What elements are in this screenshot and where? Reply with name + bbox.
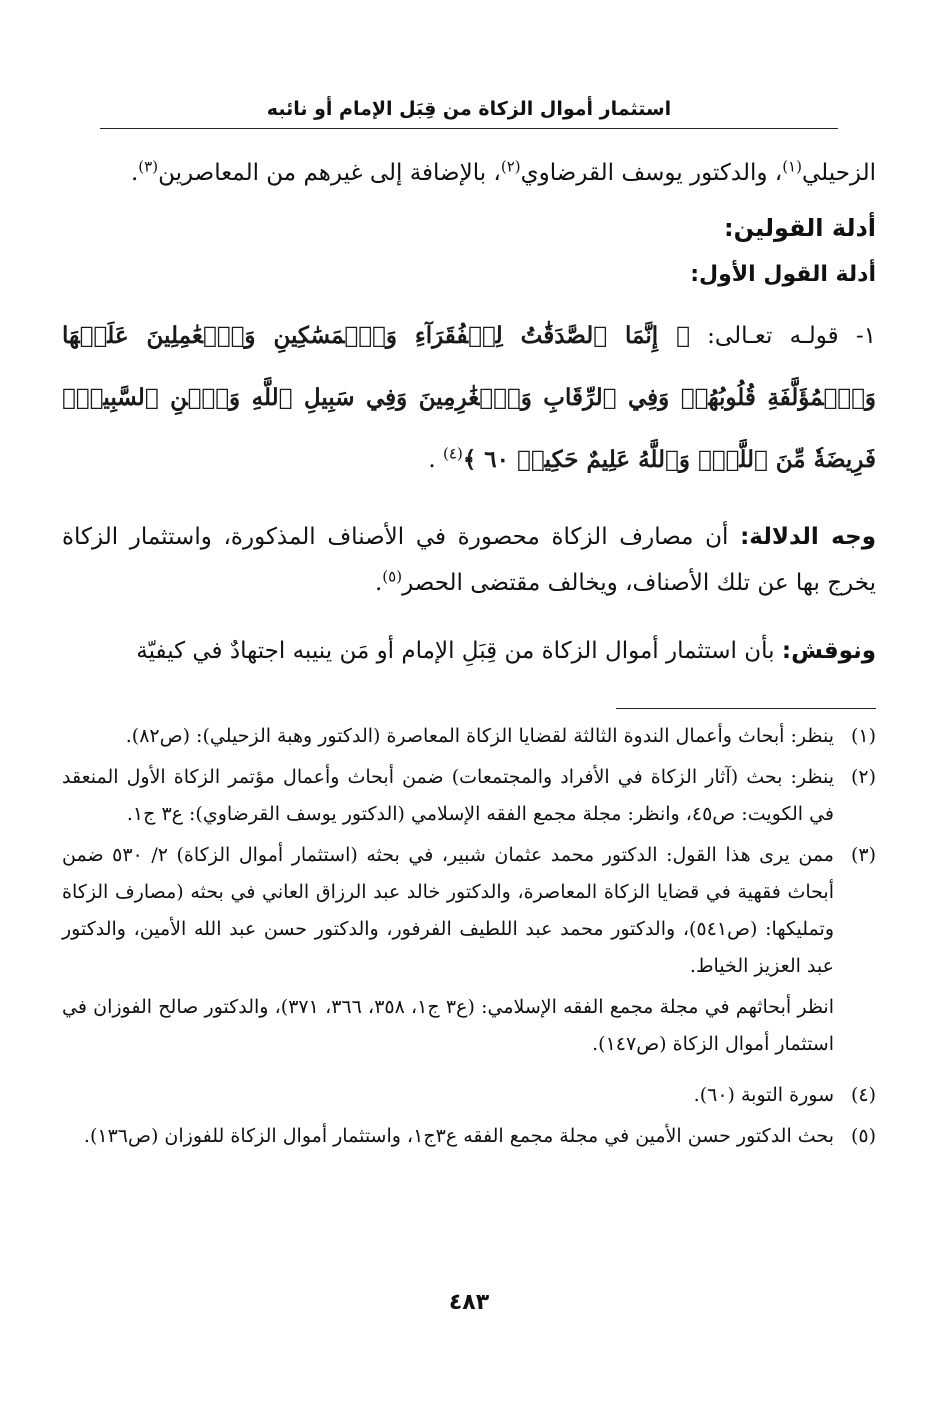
footnote-4 xyxy=(62,1077,876,1114)
footnote-ref-2[interactable]: (٢) xyxy=(500,157,521,176)
discussion-label: ونوقش: xyxy=(781,638,876,664)
intro-paragraph: الزحيلي$^{(١)}$، والدكتور يوسف القرضاوي$^{(٢)}$، بالإضافة إلى غيرهم من المعاصرين$^{(٣)}$. xyxy=(130,157,876,186)
footnote-number: (١) xyxy=(850,725,876,747)
footnote-text: سورة التوبة (٦٠). xyxy=(693,1084,834,1106)
footnote-3-continuation: انظر أبحاثهم في مجلة مجمع الفقه الإسلامي: (ع٣ ج١، ٣٥٨، ٣٦٦، ٣٧١)، والدكتور صالح الفوزان في استثمار أموال الزكاة (ص١٤٧). xyxy=(62,996,834,1055)
footnote-1 xyxy=(62,718,876,755)
footnote-text: ممن يرى هذا القول: الدكتور محمد عثمان شبير، في بحثه (استثمار أموال الزكاة) ٢/ ٥٣٠ ضمن أبحاث فقهية في قضايا الزكاة المعاصرة، والدكتور خالد عبد الرزاق العاني في بحثه (مصارف الزكاة وتمليكها: (ص٥٤١)، والدكتور محمد عبد اللطيف الفرفور، والدكتور حسن عبد الله الأمين، والدكتور عبد العزيز الخياط. xyxy=(62,844,834,977)
quran-verse-paragraph: ١- قولـه تعـالى: ﴿ إِنَّمَا ٱلصَّدَقَٰتُ لِلۡفُقَرَآءِ وَٱلۡمَسَٰكِينِ وَٱلۡعَٰمِلِينَ عَلَيۡهَا وَٱلۡمُؤَلَّفَةِ قُلُوبُهُمۡ وَفِي ٱلرِّقَابِ وَٱلۡغَٰرِمِينَ وَفِي سَبِيلِ ٱللَّهِ وَٱبۡنِ ٱلسَّبِيلِۖ فَرِيضَةٗ مِّنَ ٱللَّهِۗ وَٱللَّهُ عَلِيمٌ حَكِيمٞ ٦٠ ﴾$^{(٤)}$ . xyxy=(62,322,876,473)
footnote-divider xyxy=(616,708,876,709)
footnote-5 xyxy=(62,1118,876,1155)
section-heading: أدلة القولين: xyxy=(723,214,876,242)
footnote-text: ينظر: أبحاث وأعمال الندوة الثالثة لقضايا الزكاة المعاصرة (الدكتور وهبة الزحيلي): (ص٨٢). xyxy=(125,725,834,747)
footnote-ref-4[interactable]: (٤) xyxy=(443,444,463,463)
evidence-label: وجه الدلالة: xyxy=(740,524,876,550)
footnote-number: (٥) xyxy=(850,1125,876,1147)
footnote-3 xyxy=(62,837,876,985)
footnote-number: (٤) xyxy=(850,1084,876,1106)
footnote-ref-1[interactable]: (١) xyxy=(782,157,802,176)
footnote-text: بحث الدكتور حسن الأمين في مجلة مجمع الفقه ع٣ج١، واستثمار أموال الزكاة للفوزان (ص١٣٦). xyxy=(83,1125,834,1147)
evidence-paragraph: وجه الدلالة: أن مصارف الزكاة محصورة في الأصناف المذكورة، واستثمار الزكاة يخرج بها عن تلك الأصناف، ويخالف مقتضى الحصر$^{(٥)}$. xyxy=(62,524,876,596)
footnote-text: ينظر: بحث (آثار الزكاة في الأفراد والمجتمعات) ضمن أبحاث وأعمال مؤتمر الزكاة الأول المنعقد في الكويت: ص٤٥، وانظر: مجلة مجمع الفقه الإسلامي (الدكتور يوسف القرضاوي): ع٣ ج١. xyxy=(62,766,834,825)
subsection-heading: أدلة القول الأول: xyxy=(690,262,876,287)
running-header: استثمار أموال الزكاة من قِبَل الإمام أو نائبه xyxy=(100,98,838,129)
verse-intro: ١- قولـه تعـالى: xyxy=(689,323,876,349)
footnote-ref-5[interactable]: (٥) xyxy=(382,567,403,586)
quran-verse: ﴿ إِنَّمَا ٱلصَّدَقَٰتُ لِلۡفُقَرَآءِ وَٱلۡمَسَٰكِينِ وَٱلۡعَٰمِلِينَ عَلَيۡهَا وَٱلۡمُؤَلَّفَةِ قُلُوبُهُمۡ وَفِي ٱلرِّقَابِ وَٱلۡغَٰرِمِينَ وَفِي سَبِيلِ ٱللَّهِ وَٱبۡنِ ٱلسَّبِيلِۖ فَرِيضَةٗ مِّنَ ٱللَّهِۗ وَٱللَّهُ عَلِيمٌ حَكِيمٞ ٦٠ ﴾ xyxy=(62,322,876,473)
page-number: ٤٨٣ xyxy=(448,1290,490,1315)
discussion-paragraph: ونوقش: بأن استثمار أموال الزكاة من قِبَلِ الإمام أو مَن ينيبه اجتهادٌ في كيفيّة xyxy=(136,638,876,664)
main-text xyxy=(62,150,876,674)
footnote-2 xyxy=(62,759,876,833)
footnotes xyxy=(62,718,876,1159)
footnote-ref-3[interactable]: (٣) xyxy=(138,157,159,176)
footnote-number: (٢) xyxy=(850,766,876,788)
footnote-number: (٣) xyxy=(850,844,876,866)
